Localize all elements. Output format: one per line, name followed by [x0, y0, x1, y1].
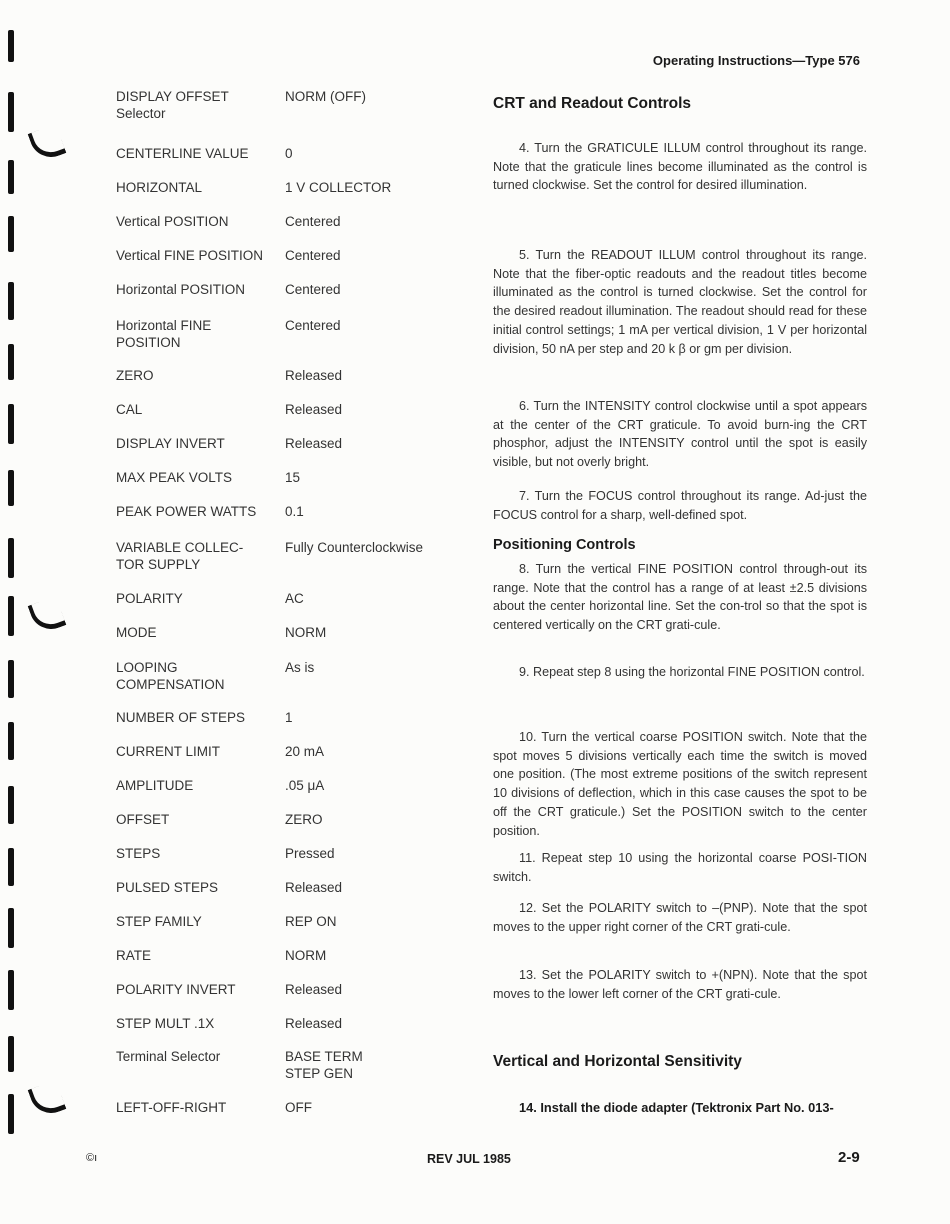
setting-value: Fully Counterclockwise [285, 540, 424, 555]
setting-value: Released [285, 1016, 343, 1031]
step-4: 4. Turn the GRATICULE ILLUM control throughout its range. Note that the graticule lines become illuminated as the control is turned clockwise. Set the control for desired illumination. [493, 141, 867, 193]
step-13: 13. Set the POLARITY switch to +(NPN). Note that the spot moves to the lower left corner of the CRT grati-cule. [493, 968, 867, 1001]
binding-holes [0, 0, 60, 1224]
setting-value: ZERO [285, 812, 323, 827]
section-heading-crt: CRT and Readout Controls [493, 95, 692, 112]
setting-name: CENTERLINE VALUE [116, 146, 249, 161]
setting-name: PEAK POWER WATTS [116, 504, 257, 519]
setting-value: Released [285, 880, 343, 895]
page-number: 2-9 [838, 1149, 860, 1166]
setting-name: Terminal Selector [116, 1049, 221, 1064]
setting-name: POLARITY [116, 591, 183, 606]
setting-value: Pressed [285, 846, 335, 861]
setting-value: REP ON [285, 914, 337, 929]
setting-name: NUMBER OF STEPS [116, 710, 246, 725]
setting-name: Vertical FINE POSITION [116, 248, 264, 263]
setting-name: MAX PEAK VOLTS [116, 470, 233, 485]
setting-value: Released [285, 402, 343, 417]
setting-name: STEPS [116, 846, 161, 861]
setting-value: 1 [285, 710, 293, 725]
setting-value: 20 mA [285, 744, 325, 759]
setting-value: .05 μA [285, 778, 325, 793]
setting-name: Horizontal FINE POSITION [116, 318, 212, 350]
setting-name: CAL [116, 402, 143, 417]
setting-name: OFFSET [116, 812, 170, 827]
setting-name: AMPLITUDE [116, 778, 194, 793]
setting-value: BASE TERM STEP GEN [285, 1049, 363, 1081]
setting-name: PULSED STEPS [116, 880, 219, 895]
setting-value: As is [285, 660, 315, 675]
setting-name: Vertical POSITION [116, 214, 229, 229]
copyright-mark: ©ı [86, 1152, 98, 1164]
setting-name: STEP FAMILY [116, 914, 202, 929]
step-12: 12. Set the POLARITY switch to –(PNP). Note that the spot moves to the upper right corner of the CRT grati-cule. [493, 901, 867, 934]
setting-name: RATE [116, 948, 152, 963]
step-14: 14. Install the diode adapter (Tektronix Part No. 013- [519, 1100, 834, 1115]
setting-value: 15 [285, 470, 301, 485]
setting-name: DISPLAY INVERT [116, 436, 225, 451]
setting-name: STEP MULT .1X [116, 1016, 215, 1031]
setting-value: Centered [285, 318, 341, 333]
setting-name: HORIZONTAL [116, 180, 203, 195]
setting-value: 0.1 [285, 504, 304, 519]
setting-value: OFF [285, 1100, 312, 1115]
setting-name: ZERO [116, 368, 154, 383]
setting-value: NORM [285, 948, 327, 963]
section-heading-positioning: Positioning Controls [493, 537, 636, 553]
step-8: 8. Turn the vertical FINE POSITION control through-out its range. Note that the control has a range of at least ±2.5 divisions about the center horizontal line. Set the con-trol so that the spot is centered vertically on the CRT grati-cule. [493, 562, 867, 633]
setting-value: NORM (OFF) [285, 89, 366, 104]
setting-name: POLARITY INVERT [116, 982, 236, 997]
step-11: 11. Repeat step 10 using the horizontal coarse POSI-TION switch. [493, 851, 867, 884]
setting-value: NORM [285, 625, 327, 640]
setting-value: AC [285, 591, 304, 606]
page-header: Operating Instructions—Type 576 [652, 53, 860, 68]
setting-value: Released [285, 368, 343, 383]
step-10: 10. Turn the vertical coarse POSITION switch. Note that the spot moves 5 divisions vertically each time the switch is moved one position. (The most extreme positions of the switch represent 10 divisions of deflection, which in this case causes the spot to be off the CRT graticule.) Set the POSITION switch to the center position. [493, 730, 867, 838]
setting-name: VARIABLE COLLEC-TOR SUPPLY [116, 540, 244, 572]
setting-value: Centered [285, 282, 341, 297]
setting-value: Released [285, 982, 343, 997]
step-7: 7. Turn the FOCUS control throughout its range. Ad-just the FOCUS control for a sharp, well-defined spot. [493, 489, 867, 522]
section-heading-sensitivity: Vertical and Horizontal Sensitivity [493, 1053, 742, 1070]
step-9: 9. Repeat step 8 using the horizontal FINE POSITION control. [519, 665, 865, 679]
setting-value: 0 [285, 146, 293, 161]
setting-name: MODE [116, 625, 157, 640]
revision-date: REV JUL 1985 [427, 1152, 511, 1166]
setting-name: Horizontal POSITION [116, 282, 246, 297]
setting-value: 1 V COLLECTOR [285, 180, 392, 195]
setting-name: CURRENT LIMIT [116, 744, 221, 759]
setting-name: LOOPING COMPENSATION [116, 660, 225, 692]
setting-value: Centered [285, 214, 341, 229]
setting-name: LEFT-OFF-RIGHT [116, 1100, 227, 1115]
setting-value: Centered [285, 248, 341, 263]
setting-value: Released [285, 436, 343, 451]
step-6: 6. Turn the INTENSITY control clockwise until a spot appears at the center of the CRT graticule. To avoid burn-ing the CRT phosphor, adjust the INTENSITY control until the spot is easily visible, but not overly bright. [493, 399, 867, 470]
step-5: 5. Turn the READOUT ILLUM control throughout its range. Note that the fiber-optic readouts and the readout titles become illuminated as the control is turned clockwise. Set the control for the desired readout illumination. The readout should read for these initial control settings; 1 mA per vertical division, 1 V per horizontal division, 50 nA per step and 20 k β or gm per division. [493, 248, 867, 356]
setting-name: DISPLAY OFFSET Selector [116, 89, 229, 121]
